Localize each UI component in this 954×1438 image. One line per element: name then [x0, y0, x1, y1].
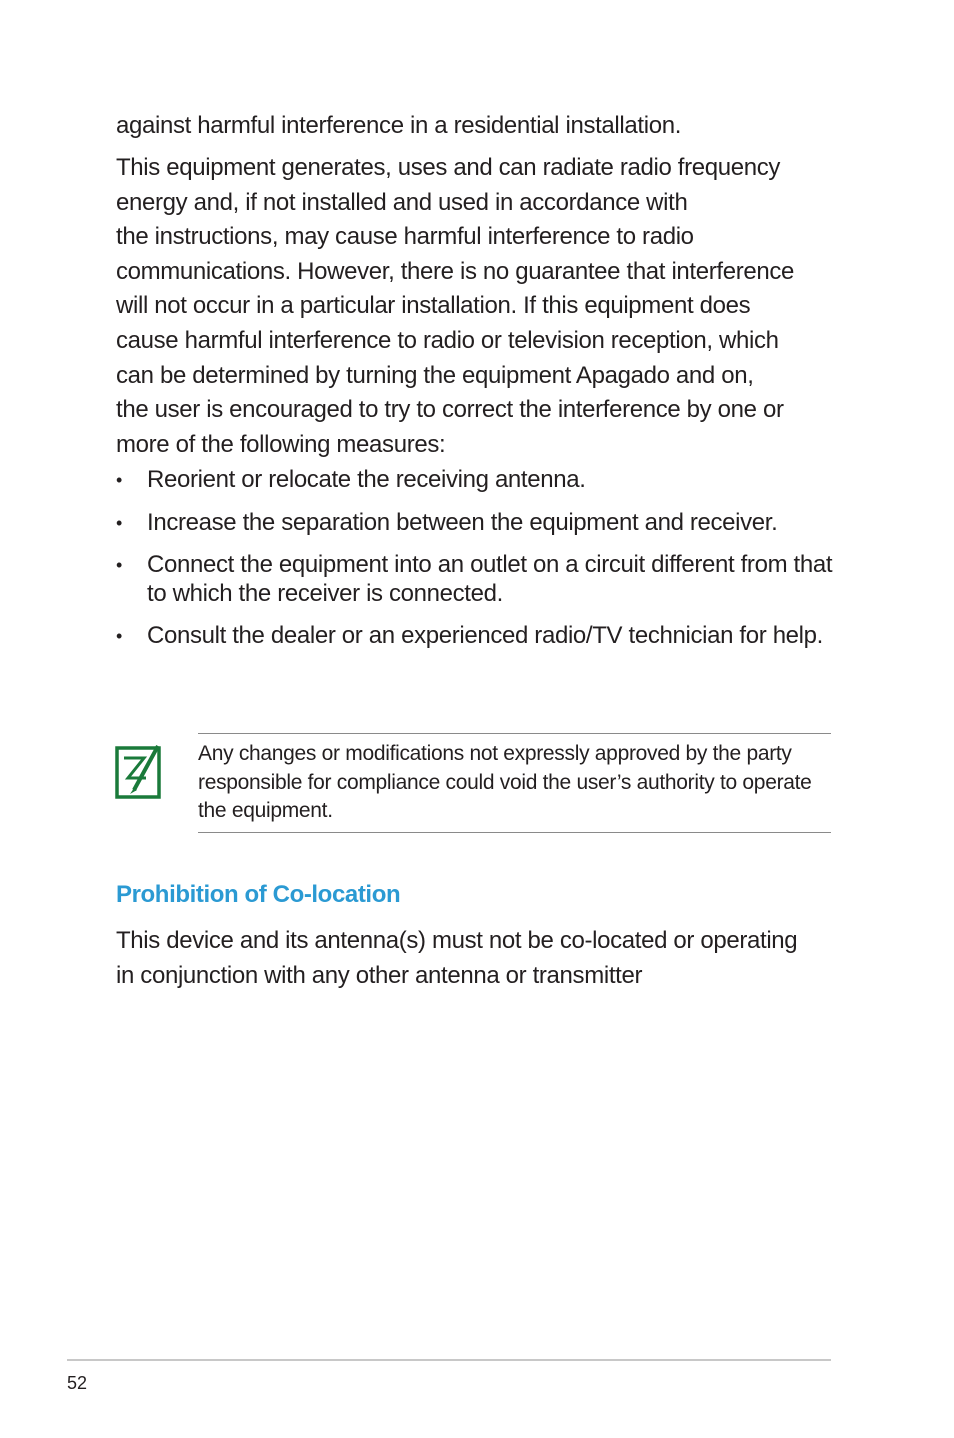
paragraph-line: in conjunction with any other antenna or transmitter	[116, 961, 643, 989]
list-item: • Consult the dealer or an experienced radio/TV technician for help.	[116, 622, 823, 649]
measures-list	[116, 466, 836, 665]
paragraph-line: the user is encouraged to try to correct the interference by one or	[116, 396, 784, 424]
paragraph-line: will not occur in a particular installation. If this equipment does	[116, 292, 751, 320]
paragraph-line: energy and, if not installed and used in accordance with	[116, 188, 688, 216]
bullet-marker: •	[116, 626, 122, 646]
paragraph-line: more of the following measures:	[116, 430, 446, 458]
list-item: • Reorient or relocate the receiving antenna.	[116, 466, 586, 493]
page-number: 52	[67, 1373, 88, 1393]
paragraph-line: cause harmful interference to radio or television reception, which	[116, 326, 779, 354]
paragraph-line: the instructions, may cause harmful interference to radio	[116, 223, 694, 251]
paragraph-line: This equipment generates, uses and can radiate radio frequency	[116, 154, 781, 181]
footer-rule	[67, 1359, 831, 1361]
list-item: • Increase the separation between the equipment and receiver.	[116, 508, 778, 536]
bullet-marker: •	[116, 555, 122, 575]
note-bottom-rule	[198, 832, 831, 833]
intro-line: against harmful interference in a residential installation.	[116, 112, 682, 139]
paragraph-line: communications. However, there is no guarantee that interference	[116, 257, 794, 285]
paragraph-line: can be determined by turning the equipment Apagado and on,	[116, 361, 754, 389]
note-text: Any changes or modifications not expressly approved by the party responsible for compliance could void the user’s authority to operate the equipment.	[198, 742, 812, 822]
note-pencil-icon	[114, 740, 164, 800]
bullet-marker: •	[116, 512, 122, 533]
bullet-marker: •	[116, 470, 122, 490]
section-title: Prohibition of Co-location	[116, 881, 401, 908]
section-body	[116, 924, 846, 993]
main-paragraph	[116, 151, 846, 462]
list-item: • Connect the equipment into an outlet on a circuit different from that to which the receiver is connected.	[116, 551, 833, 607]
note-top-rule	[198, 733, 831, 734]
paragraph-line: This device and its antenna(s) must not be co-located or operating	[116, 927, 798, 954]
